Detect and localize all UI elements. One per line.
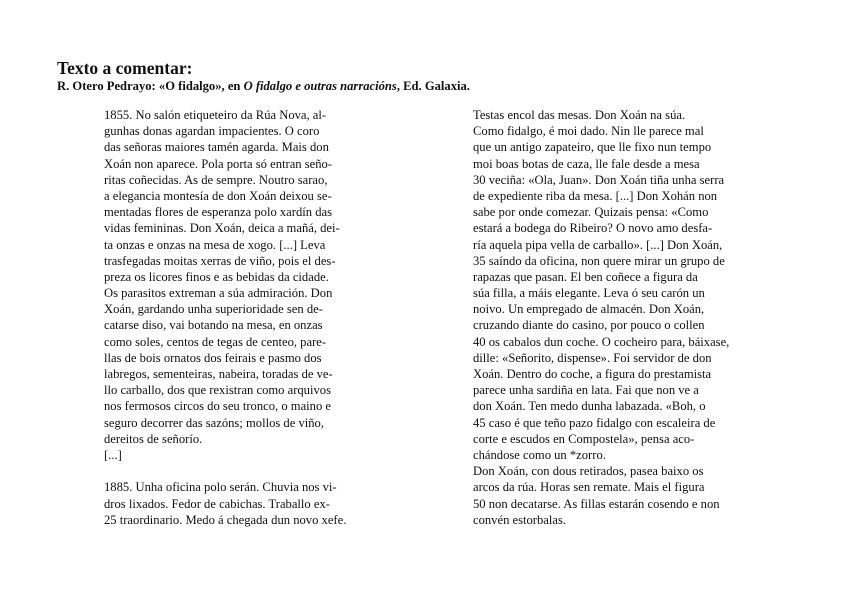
- text-line: dille: «Señorito, dispense». Foi servidor de don: [473, 350, 712, 365]
- text-line: [...]: [104, 447, 122, 462]
- text-line: Xoán, gardando unha superioridade sen de-: [104, 302, 323, 317]
- text-line: 1885. Unha oficina polo serán. Chuvia nos vi-: [104, 480, 337, 495]
- text-line: que un antigo zapateiro, que lle fixo nun tempo: [473, 140, 712, 155]
- text-line: moi boas botas de caza, lle fale desde a mesa: [473, 156, 700, 171]
- text-line: chándose como un *zorro.: [473, 447, 606, 462]
- text-line: ta onzas e onzas na mesa de xogo. [...] Leva: [104, 237, 326, 252]
- text-line: arcos da rúa. Horas sen remate. Mais el figura: [473, 480, 705, 495]
- text-line: 50 non decatarse. As fillas estarán cosendo e non: [473, 496, 720, 511]
- text-line: seguro decorrer das sazóns; mollos de viño,: [104, 415, 324, 430]
- text-line: trasfegadas moitas xerras de viño, pois el des-: [104, 253, 336, 268]
- text-line: noivo. Un empregado de almacén. Don Xoán,: [473, 302, 705, 317]
- text-line: como soles, centos de tegas de centeo, pare-: [104, 334, 327, 349]
- text-line: Xoán. Dentro do coche, a figura do prestamista: [473, 367, 712, 381]
- text-column-right: [473, 107, 773, 528]
- citation-story-title: «O fidalgo», en: [158, 79, 241, 93]
- text-column-left: [104, 107, 394, 528]
- text-line: Xoán non aparece. Pola porta só entran seño-: [104, 156, 333, 171]
- text-line: rapazas que pasan. El ben coñece a figura da: [473, 269, 698, 284]
- text-line: vidas femininas. Don Xoán, deica a mañá, dei-: [104, 221, 340, 236]
- text-line: 45 caso é que teño pazo fidalgo con escaleira de: [473, 415, 716, 430]
- source-citation: [57, 78, 470, 94]
- text-line: don Xoán. Ten medo dunha labazada. «Boh, o: [473, 399, 706, 414]
- text-line: de expediente riba da mesa. [...] Don Xohán non: [473, 188, 718, 203]
- text-line: 30 veciña: «Ola, Juan». Don Xoán tiña unha serra: [473, 172, 725, 187]
- text-line: parece unha sardiña en lata. Fai que non ve a: [473, 383, 699, 398]
- citation-publisher: , Ed. Galaxia.: [396, 79, 470, 93]
- text-line: llas de bois ornatos dos feirais e pasmo dos: [104, 350, 322, 365]
- page-heading: Texto a comentar:: [57, 58, 193, 78]
- text-line: 35 saíndo da oficina, non quere mirar un grupo de: [473, 253, 725, 268]
- text-line: Don Xoán, con dous retirados, pasea baixo os: [473, 464, 704, 479]
- text-line: ría aquela pipa vella de carballo». [...] Don Xoán,: [473, 237, 723, 252]
- text-line: Os parasitos extreman a súa admiración. Don: [104, 286, 333, 301]
- text-line: llo carballo, dos que rexistran como arquivos: [104, 383, 331, 398]
- text-line: dereitos de señorío.: [104, 431, 203, 446]
- text-line: mentadas flores de esperanza polo xardín das: [104, 205, 332, 220]
- text-line: súa filla, a máis elegante. Leva ó seu carón un: [473, 286, 705, 301]
- text-line: estará a bodega do Ribeiro? O novo amo desfa-: [473, 221, 713, 236]
- text-line: gunhas donas agardan impacientes. O coro: [104, 124, 320, 139]
- citation-author: R. Otero Pedrayo:: [57, 79, 156, 93]
- text-line: labregos, sementeiras, nabeira, toradas de ve-: [104, 367, 333, 381]
- text-line: nos fermosos circos do seu tronco, o maino e: [104, 399, 331, 414]
- text-line: dros lixados. Fedor de cabichas. Traballo ex-: [104, 496, 330, 511]
- text-line: corte e escudos en Compostela», pensa aco-: [473, 431, 695, 446]
- text-line: das señoras maiores tamén agarda. Mais don: [104, 140, 329, 155]
- text-line: preza os licores finos e as bebidas da cidade.: [104, 269, 329, 284]
- text-line: a elegancia montesía de don Xoán deixou se-: [104, 188, 332, 203]
- blank-line: [104, 463, 394, 479]
- text-line: catarse diso, vai botando na mesa, en onzas: [104, 318, 323, 333]
- citation-book-title: O fidalgo e outras narracións: [243, 79, 397, 93]
- text-line: 40 os cabalos dun coche. O cocheiro para, báixase,: [473, 334, 730, 349]
- text-line: convén estorbalas.: [473, 512, 567, 527]
- text-line: Testas encol das mesas. Don Xoán na súa.: [473, 108, 686, 122]
- text-line: 1855. No salón etiqueteiro da Rúa Nova, al-: [104, 108, 327, 122]
- text-line: cruzando diante do casino, por pouco o collen: [473, 318, 705, 333]
- text-line: ritas coñecidas. As de sempre. Noutro sarao,: [104, 172, 328, 187]
- text-line: 25 traordinario. Medo á chegada dun novo xefe.: [104, 512, 347, 527]
- text-line: sabe por onde comezar. Quizais pensa: «Como: [473, 205, 709, 220]
- text-line: Como fidalgo, é moi dado. Nin lle parece mal: [473, 124, 704, 139]
